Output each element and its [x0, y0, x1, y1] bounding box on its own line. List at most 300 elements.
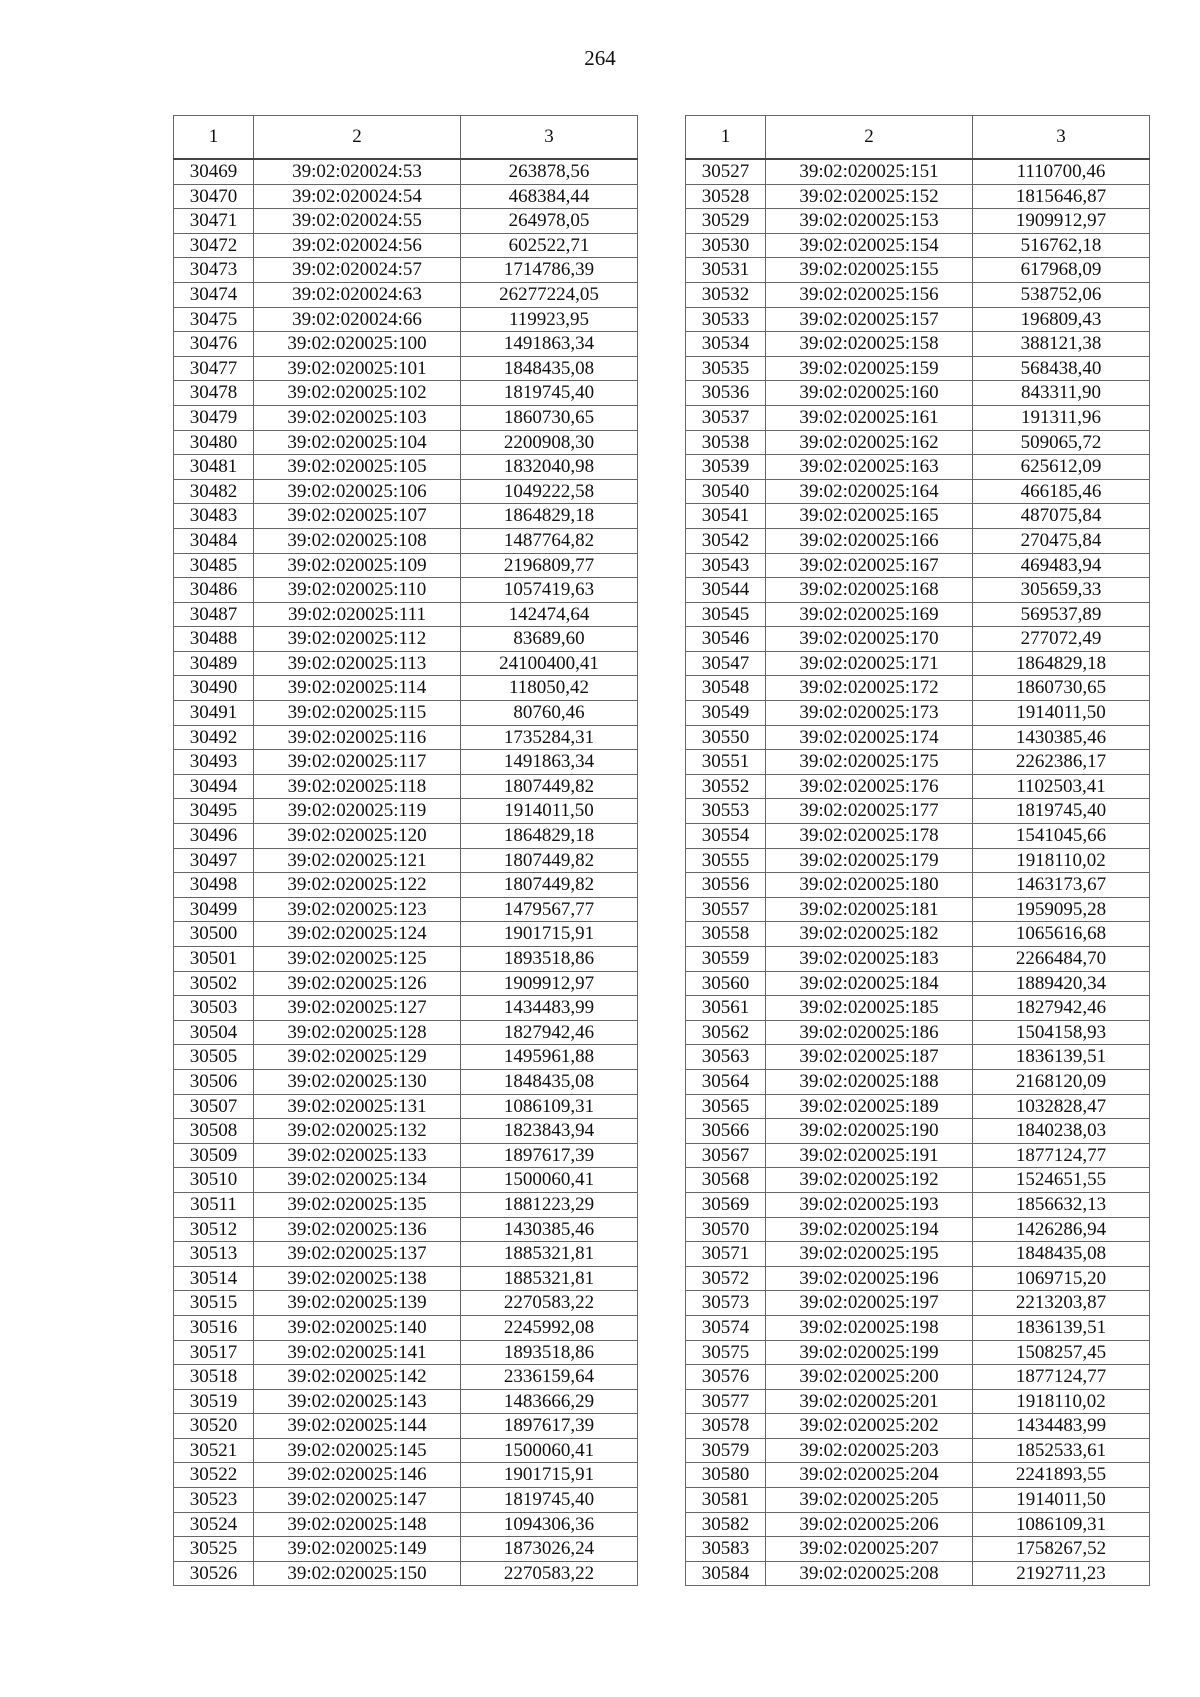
table-row — [174, 799, 638, 824]
cell-cadastral-number: 39:02:020025:101 — [254, 356, 461, 381]
cell-cadastral-number: 39:02:020025:112 — [254, 627, 461, 652]
cell-value: 119923,95 — [461, 307, 638, 332]
cell-cadastral-number: 39:02:020024:56 — [254, 233, 461, 258]
table-row — [686, 774, 1150, 799]
cell-number: 30536 — [686, 381, 766, 406]
cell-number: 30474 — [174, 282, 254, 307]
cell-number: 30559 — [686, 947, 766, 972]
table-row — [174, 1168, 638, 1193]
cell-value: 263878,56 — [461, 159, 638, 184]
cell-number: 30542 — [686, 528, 766, 553]
cell-number: 30549 — [686, 701, 766, 726]
cell-cadastral-number: 39:02:020025:129 — [254, 1045, 461, 1070]
cell-number: 30562 — [686, 1020, 766, 1045]
cell-cadastral-number: 39:02:020025:158 — [766, 332, 973, 357]
table-row — [686, 405, 1150, 430]
cell-number: 30524 — [174, 1512, 254, 1537]
cell-number: 30535 — [686, 356, 766, 381]
cell-cadastral-number: 39:02:020025:141 — [254, 1340, 461, 1365]
table-row — [174, 1045, 638, 1070]
cell-value: 1086109,31 — [461, 1094, 638, 1119]
cell-cadastral-number: 39:02:020025:164 — [766, 479, 973, 504]
table-row — [686, 282, 1150, 307]
cell-cadastral-number: 39:02:020024:57 — [254, 258, 461, 283]
cell-number: 30532 — [686, 282, 766, 307]
table-row — [174, 701, 638, 726]
cell-cadastral-number: 39:02:020025:121 — [254, 848, 461, 873]
cell-number: 30480 — [174, 430, 254, 455]
cell-value: 2266484,70 — [973, 947, 1150, 972]
cell-value: 1102503,41 — [973, 774, 1150, 799]
cell-cadastral-number: 39:02:020025:177 — [766, 799, 973, 824]
cell-number: 30473 — [174, 258, 254, 283]
cell-value: 1914011,50 — [461, 799, 638, 824]
cell-cadastral-number: 39:02:020025:119 — [254, 799, 461, 824]
table-row — [686, 430, 1150, 455]
cell-cadastral-number: 39:02:020025:194 — [766, 1217, 973, 1242]
table-row — [686, 1512, 1150, 1537]
cell-cadastral-number: 39:02:020025:128 — [254, 1020, 461, 1045]
cell-cadastral-number: 39:02:020025:176 — [766, 774, 973, 799]
cell-number: 30478 — [174, 381, 254, 406]
cell-value: 1864829,18 — [461, 504, 638, 529]
cell-cadastral-number: 39:02:020025:125 — [254, 947, 461, 972]
cell-number: 30546 — [686, 627, 766, 652]
table-row — [174, 455, 638, 480]
cell-cadastral-number: 39:02:020025:150 — [254, 1561, 461, 1586]
cell-value: 1889420,34 — [973, 971, 1150, 996]
cell-cadastral-number: 39:02:020025:160 — [766, 381, 973, 406]
table-row — [174, 405, 638, 430]
cell-value: 1897617,39 — [461, 1143, 638, 1168]
cell-number: 30573 — [686, 1291, 766, 1316]
cell-number: 30472 — [174, 233, 254, 258]
cell-cadastral-number: 39:02:020025:204 — [766, 1463, 973, 1488]
cell-number: 30575 — [686, 1340, 766, 1365]
table-row — [686, 799, 1150, 824]
cell-number: 30556 — [686, 873, 766, 898]
cell-cadastral-number: 39:02:020025:138 — [254, 1266, 461, 1291]
table-row — [174, 1315, 638, 1340]
cell-value: 1491863,34 — [461, 332, 638, 357]
cell-number: 30537 — [686, 405, 766, 430]
table-row — [686, 947, 1150, 972]
cell-number: 30574 — [686, 1315, 766, 1340]
table-row — [174, 774, 638, 799]
cell-value: 1434483,99 — [461, 996, 638, 1021]
cell-cadastral-number: 39:02:020025:100 — [254, 332, 461, 357]
cell-cadastral-number: 39:02:020025:135 — [254, 1192, 461, 1217]
cell-value: 568438,40 — [973, 356, 1150, 381]
table-row — [686, 504, 1150, 529]
cell-cadastral-number: 39:02:020025:169 — [766, 602, 973, 627]
cell-cadastral-number: 39:02:020025:195 — [766, 1242, 973, 1267]
cell-cadastral-number: 39:02:020025:189 — [766, 1094, 973, 1119]
cell-number: 30507 — [174, 1094, 254, 1119]
cell-value: 1914011,50 — [973, 1488, 1150, 1513]
cell-number: 30571 — [686, 1242, 766, 1267]
cell-value: 2245992,08 — [461, 1315, 638, 1340]
cell-value: 617968,09 — [973, 258, 1150, 283]
cell-value: 1901715,91 — [461, 1463, 638, 1488]
cell-number: 30479 — [174, 405, 254, 430]
cell-number: 30494 — [174, 774, 254, 799]
cell-value: 1541045,66 — [973, 824, 1150, 849]
cell-value: 1901715,91 — [461, 922, 638, 947]
cell-number: 30471 — [174, 209, 254, 234]
cell-value: 1819745,40 — [461, 381, 638, 406]
cell-cadastral-number: 39:02:020025:126 — [254, 971, 461, 996]
cell-cadastral-number: 39:02:020025:102 — [254, 381, 461, 406]
cell-value: 1086109,31 — [973, 1512, 1150, 1537]
cell-cadastral-number: 39:02:020025:120 — [254, 824, 461, 849]
cell-value: 1504158,93 — [973, 1020, 1150, 1045]
cell-cadastral-number: 39:02:020025:108 — [254, 528, 461, 553]
cell-number: 30557 — [686, 897, 766, 922]
cell-value: 1893518,86 — [461, 947, 638, 972]
table-row — [686, 1291, 1150, 1316]
cell-cadastral-number: 39:02:020025:198 — [766, 1315, 973, 1340]
table-row — [174, 996, 638, 1021]
cell-cadastral-number: 39:02:020025:137 — [254, 1242, 461, 1267]
cell-value: 1909912,97 — [973, 209, 1150, 234]
cell-cadastral-number: 39:02:020025:114 — [254, 676, 461, 701]
cell-number: 30548 — [686, 676, 766, 701]
table-row — [174, 528, 638, 553]
cell-value: 1848435,08 — [461, 356, 638, 381]
cell-value: 487075,84 — [973, 504, 1150, 529]
table-row — [174, 750, 638, 775]
cell-value: 509065,72 — [973, 430, 1150, 455]
cell-value: 1495961,88 — [461, 1045, 638, 1070]
table-row — [686, 1242, 1150, 1267]
cell-number: 30503 — [174, 996, 254, 1021]
cell-number: 30485 — [174, 553, 254, 578]
cell-cadastral-number: 39:02:020025:196 — [766, 1266, 973, 1291]
cell-cadastral-number: 39:02:020025:208 — [766, 1561, 973, 1586]
table-row — [174, 258, 638, 283]
cell-number: 30554 — [686, 824, 766, 849]
table-row — [174, 504, 638, 529]
table-row — [686, 848, 1150, 873]
table-row — [174, 1217, 638, 1242]
cell-number: 30584 — [686, 1561, 766, 1586]
cell-number: 30522 — [174, 1463, 254, 1488]
cell-number: 30527 — [686, 159, 766, 184]
cell-value: 1430385,46 — [973, 725, 1150, 750]
cell-value: 1434483,99 — [973, 1414, 1150, 1439]
cell-number: 30491 — [174, 701, 254, 726]
cell-number: 30560 — [686, 971, 766, 996]
table-row — [686, 209, 1150, 234]
table-row — [686, 1020, 1150, 1045]
cell-cadastral-number: 39:02:020025:161 — [766, 405, 973, 430]
cell-cadastral-number: 39:02:020025:139 — [254, 1291, 461, 1316]
table-row — [174, 1192, 638, 1217]
table-row — [174, 332, 638, 357]
cell-number: 30564 — [686, 1069, 766, 1094]
cell-number: 30486 — [174, 578, 254, 603]
cell-value: 1860730,65 — [973, 676, 1150, 701]
cell-value: 602522,71 — [461, 233, 638, 258]
table-row — [174, 479, 638, 504]
cell-cadastral-number: 39:02:020025:153 — [766, 209, 973, 234]
cell-number: 30492 — [174, 725, 254, 750]
table-row — [174, 1069, 638, 1094]
cell-cadastral-number: 39:02:020025:168 — [766, 578, 973, 603]
cell-cadastral-number: 39:02:020025:113 — [254, 651, 461, 676]
table-row — [686, 1168, 1150, 1193]
header-row — [686, 116, 1150, 160]
table-row — [686, 1561, 1150, 1586]
cell-value: 1832040,98 — [461, 455, 638, 480]
cell-value: 1714786,39 — [461, 258, 638, 283]
cell-cadastral-number: 39:02:020025:188 — [766, 1069, 973, 1094]
cell-value: 1110700,46 — [973, 159, 1150, 184]
cell-cadastral-number: 39:02:020025:179 — [766, 848, 973, 873]
table-row — [686, 258, 1150, 283]
cell-value: 1852533,61 — [973, 1438, 1150, 1463]
table-row — [174, 651, 638, 676]
cell-number: 30551 — [686, 750, 766, 775]
cell-cadastral-number: 39:02:020025:123 — [254, 897, 461, 922]
cell-number: 30530 — [686, 233, 766, 258]
table-row — [686, 971, 1150, 996]
table-row — [174, 1512, 638, 1537]
cell-cadastral-number: 39:02:020025:165 — [766, 504, 973, 529]
cell-number: 30579 — [686, 1438, 766, 1463]
table-row — [174, 1242, 638, 1267]
table-row — [174, 1340, 638, 1365]
cell-value: 1491863,34 — [461, 750, 638, 775]
cell-cadastral-number: 39:02:020025:178 — [766, 824, 973, 849]
cell-number: 30533 — [686, 307, 766, 332]
cell-number: 30582 — [686, 1512, 766, 1537]
table-row — [174, 1094, 638, 1119]
cell-number: 30525 — [174, 1537, 254, 1562]
cell-value: 1885321,81 — [461, 1266, 638, 1291]
cell-value: 625612,09 — [973, 455, 1150, 480]
table-row — [686, 701, 1150, 726]
cell-value: 196809,43 — [973, 307, 1150, 332]
cell-number: 30552 — [686, 774, 766, 799]
cell-value: 1893518,86 — [461, 1340, 638, 1365]
cell-cadastral-number: 39:02:020025:104 — [254, 430, 461, 455]
cell-value: 1815646,87 — [973, 184, 1150, 209]
cell-number: 30506 — [174, 1069, 254, 1094]
cell-value: 469483,94 — [973, 553, 1150, 578]
cell-cadastral-number: 39:02:020025:156 — [766, 282, 973, 307]
cell-number: 30511 — [174, 1192, 254, 1217]
cell-number: 30526 — [174, 1561, 254, 1586]
cell-value: 1877124,77 — [973, 1365, 1150, 1390]
cell-cadastral-number: 39:02:020025:207 — [766, 1537, 973, 1562]
table-row — [174, 1020, 638, 1045]
cell-number: 30488 — [174, 627, 254, 652]
table-row — [686, 1143, 1150, 1168]
cell-cadastral-number: 39:02:020025:133 — [254, 1143, 461, 1168]
cell-cadastral-number: 39:02:020025:181 — [766, 897, 973, 922]
cell-value: 1094306,36 — [461, 1512, 638, 1537]
cell-number: 30572 — [686, 1266, 766, 1291]
cell-cadastral-number: 39:02:020025:110 — [254, 578, 461, 603]
registry-table-left — [173, 115, 638, 1586]
table-row — [686, 1192, 1150, 1217]
table-row — [686, 1045, 1150, 1070]
cell-number: 30505 — [174, 1045, 254, 1070]
cell-value: 569537,89 — [973, 602, 1150, 627]
cell-cadastral-number: 39:02:020025:200 — [766, 1365, 973, 1390]
cell-number: 30516 — [174, 1315, 254, 1340]
cell-cadastral-number: 39:02:020025:163 — [766, 455, 973, 480]
cell-number: 30512 — [174, 1217, 254, 1242]
cell-number: 30469 — [174, 159, 254, 184]
cell-value: 1840238,03 — [973, 1119, 1150, 1144]
table-row — [174, 1365, 638, 1390]
cell-value: 1758267,52 — [973, 1537, 1150, 1562]
cell-number: 30518 — [174, 1365, 254, 1390]
cell-cadastral-number: 39:02:020025:154 — [766, 233, 973, 258]
cell-cadastral-number: 39:02:020025:173 — [766, 701, 973, 726]
cell-number: 30576 — [686, 1365, 766, 1390]
cell-cadastral-number: 39:02:020025:151 — [766, 159, 973, 184]
cell-number: 30475 — [174, 307, 254, 332]
cell-number: 30529 — [686, 209, 766, 234]
cell-number: 30528 — [686, 184, 766, 209]
cell-value: 2336159,64 — [461, 1365, 638, 1390]
cell-value: 1864829,18 — [461, 824, 638, 849]
cell-value: 1827942,46 — [973, 996, 1150, 1021]
cell-cadastral-number: 39:02:020025:159 — [766, 356, 973, 381]
cell-number: 30581 — [686, 1488, 766, 1513]
table-row — [686, 184, 1150, 209]
table-row — [686, 332, 1150, 357]
cell-number: 30521 — [174, 1438, 254, 1463]
cell-value: 1819745,40 — [973, 799, 1150, 824]
table-row — [686, 528, 1150, 553]
cell-value: 516762,18 — [973, 233, 1150, 258]
column-header-1: 1 — [686, 116, 766, 160]
table-row — [686, 455, 1150, 480]
table-row — [686, 578, 1150, 603]
cell-value: 1426286,94 — [973, 1217, 1150, 1242]
table-row — [174, 1488, 638, 1513]
cell-value: 80760,46 — [461, 701, 638, 726]
cell-number: 30519 — [174, 1389, 254, 1414]
cell-cadastral-number: 39:02:020025:201 — [766, 1389, 973, 1414]
cell-cadastral-number: 39:02:020025:109 — [254, 553, 461, 578]
cell-number: 30545 — [686, 602, 766, 627]
cell-value: 466185,46 — [973, 479, 1150, 504]
cell-number: 30583 — [686, 1537, 766, 1562]
cell-value: 1057419,63 — [461, 578, 638, 603]
table-row — [686, 1414, 1150, 1439]
table-row — [174, 1119, 638, 1144]
table-row — [174, 824, 638, 849]
cell-value: 468384,44 — [461, 184, 638, 209]
cell-value: 1819745,40 — [461, 1488, 638, 1513]
cell-value: 1430385,46 — [461, 1217, 638, 1242]
cell-number: 30520 — [174, 1414, 254, 1439]
table-row — [174, 971, 638, 996]
cell-cadastral-number: 39:02:020025:206 — [766, 1512, 973, 1537]
cell-number: 30543 — [686, 553, 766, 578]
cell-value: 2192711,23 — [973, 1561, 1150, 1586]
table-row — [686, 725, 1150, 750]
cell-value: 26277224,05 — [461, 282, 638, 307]
cell-number: 30509 — [174, 1143, 254, 1168]
table-row — [686, 1537, 1150, 1562]
cell-value: 1524651,55 — [973, 1168, 1150, 1193]
cell-value: 1807449,82 — [461, 774, 638, 799]
cell-number: 30487 — [174, 602, 254, 627]
cell-value: 1032828,47 — [973, 1094, 1150, 1119]
table-row — [686, 1488, 1150, 1513]
cell-number: 30555 — [686, 848, 766, 873]
cell-number: 30514 — [174, 1266, 254, 1291]
cell-value: 843311,90 — [973, 381, 1150, 406]
cell-value: 1463173,67 — [973, 873, 1150, 898]
cell-number: 30497 — [174, 848, 254, 873]
cell-value: 388121,38 — [973, 332, 1150, 357]
table-row — [174, 848, 638, 873]
table-row — [686, 1119, 1150, 1144]
table-row — [686, 1217, 1150, 1242]
table-row — [174, 897, 638, 922]
cell-number: 30490 — [174, 676, 254, 701]
cell-cadastral-number: 39:02:020025:167 — [766, 553, 973, 578]
cell-number: 30483 — [174, 504, 254, 529]
table-row — [686, 381, 1150, 406]
table-row — [174, 430, 638, 455]
cell-cadastral-number: 39:02:020025:184 — [766, 971, 973, 996]
cell-value: 1873026,24 — [461, 1537, 638, 1562]
table-row — [686, 1438, 1150, 1463]
cell-number: 30561 — [686, 996, 766, 1021]
cell-value: 264978,05 — [461, 209, 638, 234]
cell-cadastral-number: 39:02:020025:132 — [254, 1119, 461, 1144]
cell-value: 24100400,41 — [461, 651, 638, 676]
cell-number: 30578 — [686, 1414, 766, 1439]
cell-cadastral-number: 39:02:020025:136 — [254, 1217, 461, 1242]
cell-number: 30553 — [686, 799, 766, 824]
cell-cadastral-number: 39:02:020025:152 — [766, 184, 973, 209]
table-row — [686, 356, 1150, 381]
table-row — [174, 1266, 638, 1291]
cell-cadastral-number: 39:02:020025:166 — [766, 528, 973, 553]
cell-value: 1479567,77 — [461, 897, 638, 922]
cell-value: 1500060,41 — [461, 1438, 638, 1463]
cell-number: 30570 — [686, 1217, 766, 1242]
cell-cadastral-number: 39:02:020024:54 — [254, 184, 461, 209]
table-row — [174, 184, 638, 209]
table-row — [174, 356, 638, 381]
cell-cadastral-number: 39:02:020025:107 — [254, 504, 461, 529]
cell-number: 30496 — [174, 824, 254, 849]
table-row — [686, 1266, 1150, 1291]
cell-cadastral-number: 39:02:020024:53 — [254, 159, 461, 184]
cell-cadastral-number: 39:02:020025:111 — [254, 602, 461, 627]
cell-number: 30502 — [174, 971, 254, 996]
cell-value: 2168120,09 — [973, 1069, 1150, 1094]
cell-number: 30534 — [686, 332, 766, 357]
cell-value: 2213203,87 — [973, 1291, 1150, 1316]
cell-number: 30476 — [174, 332, 254, 357]
cell-value: 83689,60 — [461, 627, 638, 652]
cell-value: 1877124,77 — [973, 1143, 1150, 1168]
cell-cadastral-number: 39:02:020025:144 — [254, 1414, 461, 1439]
cell-value: 2196809,77 — [461, 553, 638, 578]
